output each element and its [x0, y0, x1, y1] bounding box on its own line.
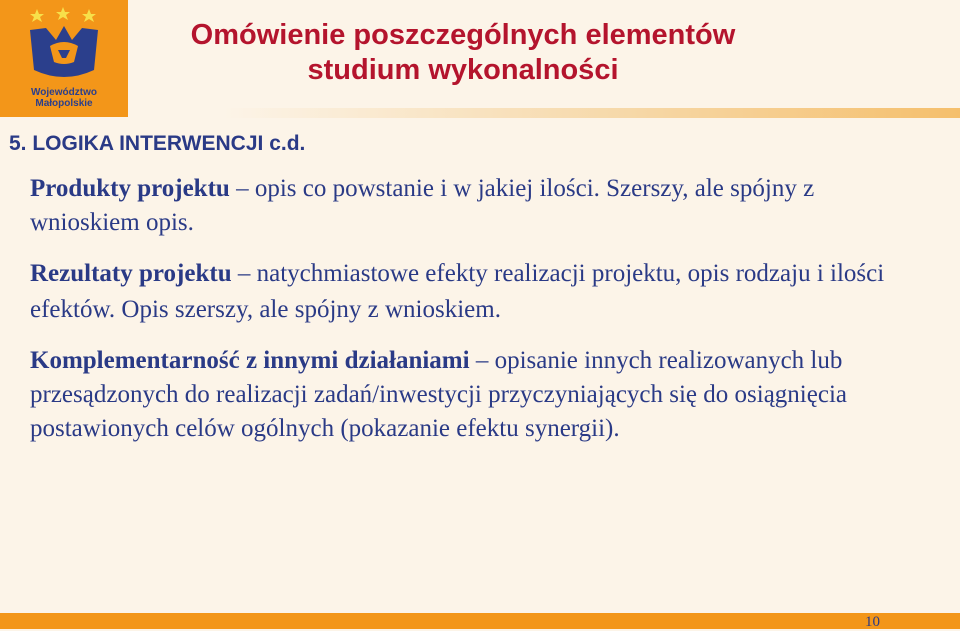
paragraph-results: [30, 256, 930, 328]
slide-title: [128, 18, 798, 88]
description-results: – natychmiastowe efekty realizacji projektu, opis rodzaju i ilości efektów. Opis szerszy, ale spójny z wnioskiem.: [30, 260, 885, 323]
term-results: Rezultaty projektu: [30, 260, 232, 287]
slide-body: [30, 172, 930, 446]
description-products: – opis co powstanie i w jakiej ilości. Szerszy, ale spójny z wnioskiem opis.: [30, 175, 815, 236]
slide-title-line2: studium wykonalności: [307, 54, 619, 86]
logo-text-line2: Małopolskie: [35, 98, 93, 109]
region-logo: [0, 0, 128, 117]
paragraph-products: [30, 172, 930, 240]
footer-bar: [0, 613, 960, 629]
logo-text-line1: Województwo: [31, 87, 97, 98]
term-products: Produkty projektu: [30, 175, 230, 202]
section-heading: 5. LOGIKA INTERWENCJI c.d.: [9, 132, 306, 155]
paragraph-complementarity: [30, 344, 930, 446]
slide-title-line1: Omówienie poszczególnych elementów: [190, 19, 736, 51]
header-divider: [222, 108, 960, 118]
description-complementarity: – opisanie innych realizowanych lub przesądzonych do realizacji zadań/inwestycji przyczyniających się do osiągnięcia postawionych celów ogólnych (pokazanie efektu synergii).: [30, 347, 847, 442]
term-complementarity: Komplementarność z innymi działaniami: [30, 347, 470, 374]
page-number: 10: [865, 614, 880, 630]
